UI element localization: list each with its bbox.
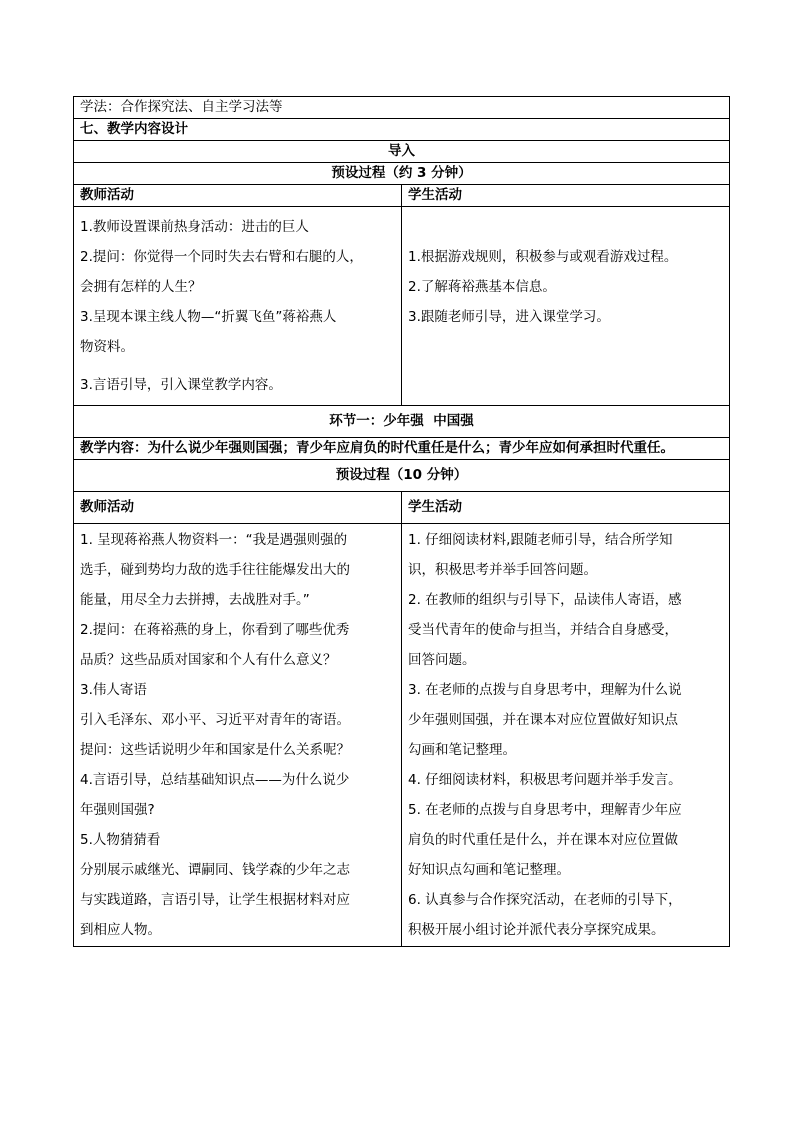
link-one-teacher-line: 分别展示戚继光、谭嗣同、钱学森的少年之志 bbox=[80, 862, 350, 878]
link-one-student-line: 少年强则国强，并在课本对应位置做好知识点 bbox=[408, 712, 678, 728]
intro-teacher-activities bbox=[74, 207, 402, 406]
link-one-process-title: 预设过程（10 分钟） bbox=[74, 460, 730, 492]
link-one-teacher-line: 3.伟人寄语 bbox=[80, 682, 147, 698]
link-one-student-line: 1. 仔细阅读材料,跟随老师引导，结合所学知 bbox=[408, 532, 673, 548]
link-one-teacher-line: 选手，碰到势均力敌的选手往往能爆发出大的 bbox=[80, 562, 350, 578]
link-one-teacher-line: 5.人物猜猜看 bbox=[80, 832, 161, 848]
intro-teacher-line: 物资料。 bbox=[80, 339, 134, 355]
link-one-teacher-line: 品质？这些品质对国家和个人有什么意义？ bbox=[80, 652, 337, 668]
intro-teacher-line: 会拥有怎样的人生？ bbox=[80, 279, 202, 295]
intro-student-line: 1.根据游戏规则，积极参与或观看游戏过程。 bbox=[408, 249, 678, 265]
link-one-title: 环节一：少年强 中国强 bbox=[74, 406, 730, 438]
intro-teacher-header: 教师活动 bbox=[74, 185, 402, 207]
intro-teacher-line: 1.教师设置课前热身活动：进击的巨人 bbox=[80, 219, 309, 235]
link-one-content-row bbox=[74, 438, 730, 460]
link-one-teacher-line: 2.提问：在蒋裕燕的身上，你看到了哪些优秀 bbox=[80, 622, 350, 638]
intro-activities-row bbox=[74, 207, 730, 406]
link-one-student-line: 6. 认真参与合作探究活动，在老师的引导下， bbox=[408, 892, 682, 908]
chapter-heading: 七、教学内容设计 bbox=[74, 119, 730, 141]
intro-student-line: 2.了解蒋裕燕基本信息。 bbox=[408, 279, 556, 295]
link-one-teacher-header: 教师活动 bbox=[74, 492, 402, 524]
link-one-teacher-line: 4.言语引导，总结基础知识点——为什么说少 bbox=[80, 772, 350, 788]
link-one-teacher-line: 提问：这些话说明少年和国家是什么关系呢？ bbox=[80, 742, 350, 758]
link-one-activities-row bbox=[74, 524, 730, 947]
link-one-student-activities bbox=[402, 524, 730, 947]
link-one-student-line: 5. 在老师的点拨与自身思考中，理解青少年应 bbox=[408, 802, 682, 818]
link-one-student-line: 肩负的时代重任是什么，并在课本对应位置做 bbox=[408, 832, 678, 848]
link-one-teacher-line: 1. 呈现蒋裕燕人物资料一：“我是遇强则强的 bbox=[80, 532, 348, 548]
link-one-teacher-line: 年强则国强? bbox=[80, 802, 155, 818]
methods-row bbox=[74, 97, 730, 119]
intro-process-row bbox=[74, 163, 730, 185]
link-one-teacher-line: 与实践道路，言语引导，让学生根据材料对应 bbox=[80, 892, 350, 908]
link-one-teacher-line: 能量，用尽全力去拼搏，去战胜对手。” bbox=[80, 592, 310, 608]
link-one-title-row bbox=[74, 406, 730, 438]
link-one-content: 教学内容：为什么说少年强则国强；青少年应肩负的时代重任是什么；青少年应如何承担时代重任。 bbox=[74, 438, 730, 460]
intro-teacher-line: 2.提问：你觉得一个同时失去右臂和右腿的人， bbox=[80, 249, 363, 265]
intro-header-row bbox=[74, 185, 730, 207]
link-one-student-line: 4. 仔细阅读材料，积极思考问题并举手发言。 bbox=[408, 772, 682, 788]
phase-title-row bbox=[74, 141, 730, 163]
intro-process-title: 预设过程（约 3 分钟） bbox=[74, 163, 730, 185]
lesson-plan-table bbox=[73, 96, 730, 947]
link-one-student-line: 积极开展小组讨论并派代表分享探究成果。 bbox=[408, 922, 665, 938]
intro-teacher-line: 3.呈现本课主线人物—“折翼飞鱼”蒋裕燕人 bbox=[80, 309, 337, 325]
link-one-student-line: 回答问题。 bbox=[408, 652, 476, 668]
link-one-process-row bbox=[74, 460, 730, 492]
link-one-student-line: 好知识点勾画和笔记整理。 bbox=[408, 862, 570, 878]
link-one-student-line: 3. 在老师的点拨与自身思考中，理解为什么说 bbox=[408, 682, 682, 698]
intro-student-line: 3.跟随老师引导，进入课堂学习。 bbox=[408, 309, 610, 325]
link-one-teacher-line: 到相应人物。 bbox=[80, 922, 161, 938]
phase-title: 导入 bbox=[74, 141, 730, 163]
chapter-heading-row bbox=[74, 119, 730, 141]
link-one-header-row bbox=[74, 492, 730, 524]
link-one-teacher-activities bbox=[74, 524, 402, 947]
link-one-teacher-line: 引入毛泽东、邓小平、习近平对青年的寄语。 bbox=[80, 712, 350, 728]
link-one-student-line: 受当代青年的使命与担当，并结合自身感受， bbox=[408, 622, 678, 638]
link-one-student-line: 识，积极思考并举手回答问题。 bbox=[408, 562, 597, 578]
link-one-student-line: 2. 在教师的组织与引导下，品读伟人寄语，感 bbox=[408, 592, 682, 608]
methods-line: 学法：合作探究法、自主学习法等 bbox=[74, 97, 730, 119]
link-one-student-line: 勾画和笔记整理。 bbox=[408, 742, 516, 758]
link-one-student-header: 学生活动 bbox=[402, 492, 730, 524]
intro-student-activities bbox=[402, 207, 730, 406]
intro-teacher-line: 3.言语引导，引入课堂教学内容。 bbox=[80, 377, 282, 393]
intro-student-header: 学生活动 bbox=[402, 185, 730, 207]
